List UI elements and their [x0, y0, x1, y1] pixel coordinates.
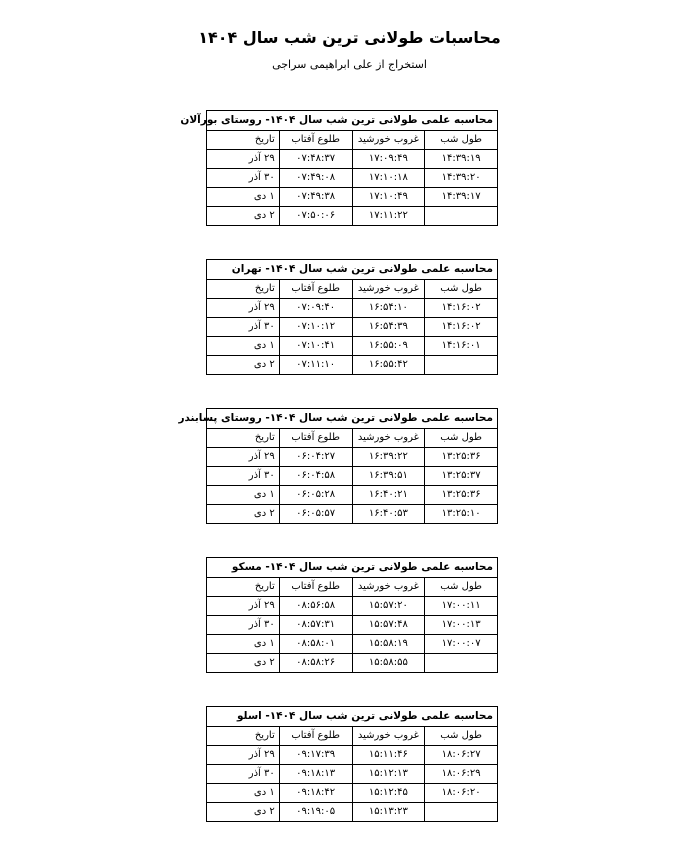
cell-night: [425, 207, 498, 226]
cell-date: ۱ دی: [207, 337, 280, 356]
header-row: [207, 131, 498, 150]
cell-date: ۲۹ آذر: [207, 299, 280, 318]
table-row: [207, 169, 498, 188]
cell-sunrise: ۰۷:۰۹:۴۰: [279, 299, 352, 318]
column-header-sunrise: طلوع آفتاب: [279, 429, 352, 448]
header-row: [207, 578, 498, 597]
cell-date: ۳۰ آذر: [207, 318, 280, 337]
cell-night: ۱۳:۲۵:۳۶: [425, 448, 498, 467]
table-row: [207, 467, 498, 486]
cell-night: ۱۳:۲۵:۳۷: [425, 467, 498, 486]
cell-sunset: ۱۵:۱۲:۱۳: [352, 765, 425, 784]
cell-sunset: ۱۶:۳۹:۵۱: [352, 467, 425, 486]
column-header-night: طول شب: [425, 727, 498, 746]
column-header-sunset: غروب خورشید: [352, 429, 425, 448]
column-header-date: تاریخ: [207, 280, 280, 299]
cell-sunrise: ۰۹:۱۹:۰۵: [279, 803, 352, 822]
cell-night: [425, 356, 498, 375]
cell-night: ۱۴:۱۶:۰۱: [425, 337, 498, 356]
column-header-night: طول شب: [425, 429, 498, 448]
cell-sunrise: ۰۷:۴۹:۰۸: [279, 169, 352, 188]
cell-date: ۲ دی: [207, 803, 280, 822]
cell-sunrise: ۰۷:۱۱:۱۰: [279, 356, 352, 375]
cell-night: ۱۴:۱۶:۰۲: [425, 299, 498, 318]
cell-date: ۳۰ آذر: [207, 467, 280, 486]
cell-sunset: ۱۵:۵۸:۵۵: [352, 654, 425, 673]
cell-date: ۲۹ آذر: [207, 150, 280, 169]
cell-sunrise: ۰۷:۱۰:۴۱: [279, 337, 352, 356]
cell-date: ۲۹ آذر: [207, 746, 280, 765]
table-2: [178, 408, 498, 524]
cell-sunrise: ۰۶:۰۴:۵۸: [279, 467, 352, 486]
table-row: [207, 337, 498, 356]
cell-night: ۱۳:۲۵:۳۶: [425, 486, 498, 505]
column-header-sunrise: طلوع آفتاب: [279, 131, 352, 150]
cell-sunrise: ۰۷:۴۹:۳۸: [279, 188, 352, 207]
column-header-sunrise: طلوع آفتاب: [279, 727, 352, 746]
cell-date: ۲۹ آذر: [207, 597, 280, 616]
header-row: [207, 280, 498, 299]
cell-date: ۲ دی: [207, 207, 280, 226]
table-title: محاسبه علمی طولانی ترین شب سال ۱۴۰۴- تهران: [207, 260, 498, 280]
cell-sunset: ۱۶:۵۴:۳۹: [352, 318, 425, 337]
table-title: محاسبه علمی طولانی ترین شب سال ۱۴۰۴- اسلو: [207, 707, 498, 727]
cell-night: ۱۷:۰۰:۰۷: [425, 635, 498, 654]
cell-night: ۱۴:۳۹:۲۰: [425, 169, 498, 188]
table-4: [206, 706, 498, 822]
table-row: [207, 318, 498, 337]
table-row: [207, 597, 498, 616]
table-row: [207, 765, 498, 784]
cell-sunrise: ۰۹:۱۷:۳۹: [279, 746, 352, 765]
table-row: [207, 486, 498, 505]
cell-sunset: ۱۷:۱۰:۱۸: [352, 169, 425, 188]
cell-sunrise: ۰۸:۵۸:۲۶: [279, 654, 352, 673]
cell-sunrise: ۰۹:۱۸:۱۳: [279, 765, 352, 784]
cell-date: ۱ دی: [207, 188, 280, 207]
cell-sunrise: ۰۶:۰۵:۵۷: [279, 505, 352, 524]
table-row: [207, 188, 498, 207]
cell-sunset: ۱۶:۵۵:۴۲: [352, 356, 425, 375]
column-header-sunset: غروب خورشید: [352, 131, 425, 150]
table-title: محاسبه علمی طولانی ترین شب سال ۱۴۰۴- روستای پسابندر: [207, 409, 498, 429]
cell-date: ۳۰ آذر: [207, 616, 280, 635]
cell-night: ۱۸:۰۶:۲۷: [425, 746, 498, 765]
table-row: [207, 207, 498, 226]
cell-sunrise: ۰۷:۱۰:۱۲: [279, 318, 352, 337]
column-header-sunset: غروب خورشید: [352, 280, 425, 299]
table-row: [207, 356, 498, 375]
cell-night: ۱۳:۲۵:۱۰: [425, 505, 498, 524]
cell-sunrise: ۰۸:۵۶:۵۸: [279, 597, 352, 616]
table-row: [207, 746, 498, 765]
table-1: [206, 259, 498, 375]
cell-date: ۲ دی: [207, 654, 280, 673]
column-header-date: تاریخ: [207, 131, 280, 150]
table-title: محاسبه علمی طولانی ترین شب سال ۱۴۰۴- روستای بورآلان: [207, 111, 498, 131]
cell-date: ۱ دی: [207, 486, 280, 505]
cell-sunrise: ۰۸:۵۷:۳۱: [279, 616, 352, 635]
cell-sunset: ۱۵:۵۸:۱۹: [352, 635, 425, 654]
cell-sunrise: ۰۶:۰۴:۲۷: [279, 448, 352, 467]
column-header-sunset: غروب خورشید: [352, 727, 425, 746]
table-row: [207, 448, 498, 467]
column-header-date: تاریخ: [207, 578, 280, 597]
cell-date: ۳۰ آذر: [207, 765, 280, 784]
cell-sunset: ۱۶:۴۰:۲۱: [352, 486, 425, 505]
page-subtitle: استخراج از علی ابراهیمی سراجی: [272, 58, 427, 71]
cell-sunrise: ۰۷:۵۰:۰۶: [279, 207, 352, 226]
cell-sunrise: ۰۸:۵۸:۰۱: [279, 635, 352, 654]
cell-night: ۱۷:۰۰:۱۳: [425, 616, 498, 635]
table-row: [207, 654, 498, 673]
table-row: [207, 299, 498, 318]
cell-date: ۳۰ آذر: [207, 169, 280, 188]
cell-sunset: ۱۷:۰۹:۴۹: [352, 150, 425, 169]
table-row: [207, 150, 498, 169]
cell-sunset: ۱۵:۱۱:۴۶: [352, 746, 425, 765]
cell-sunrise: ۰۷:۴۸:۳۷: [279, 150, 352, 169]
table-title: محاسبه علمی طولانی ترین شب سال ۱۴۰۴- مسکو: [207, 558, 498, 578]
column-header-night: طول شب: [425, 578, 498, 597]
cell-sunset: ۱۵:۱۲:۴۵: [352, 784, 425, 803]
cell-sunset: ۱۶:۵۵:۰۹: [352, 337, 425, 356]
cell-date: ۲ دی: [207, 505, 280, 524]
header-row: [207, 429, 498, 448]
page-title: محاسبات طولانی ترین شب سال ۱۴۰۴: [198, 28, 501, 47]
column-header-date: تاریخ: [207, 727, 280, 746]
cell-night: ۱۷:۰۰:۱۱: [425, 597, 498, 616]
cell-night: ۱۴:۳۹:۱۹: [425, 150, 498, 169]
cell-sunset: ۱۶:۳۹:۲۲: [352, 448, 425, 467]
table-row: [207, 505, 498, 524]
cell-night: ۱۴:۳۹:۱۷: [425, 188, 498, 207]
cell-sunset: ۱۵:۱۳:۲۳: [352, 803, 425, 822]
cell-night: [425, 803, 498, 822]
tables-container: [178, 110, 498, 855]
table-row: [207, 635, 498, 654]
cell-sunset: ۱۵:۵۷:۲۰: [352, 597, 425, 616]
cell-sunset: ۱۵:۵۷:۴۸: [352, 616, 425, 635]
cell-date: ۱ دی: [207, 784, 280, 803]
table-row: [207, 803, 498, 822]
column-header-night: طول شب: [425, 280, 498, 299]
column-header-sunset: غروب خورشید: [352, 578, 425, 597]
cell-sunset: ۱۷:۱۱:۲۲: [352, 207, 425, 226]
cell-sunset: ۱۶:۵۴:۱۰: [352, 299, 425, 318]
header-row: [207, 727, 498, 746]
cell-date: ۱ دی: [207, 635, 280, 654]
cell-sunset: ۱۶:۴۰:۵۳: [352, 505, 425, 524]
table-0: [180, 110, 498, 226]
column-header-sunrise: طلوع آفتاب: [279, 280, 352, 299]
table-row: [207, 784, 498, 803]
cell-night: ۱۴:۱۶:۰۲: [425, 318, 498, 337]
cell-sunset: ۱۷:۱۰:۴۹: [352, 188, 425, 207]
column-header-sunrise: طلوع آفتاب: [279, 578, 352, 597]
cell-night: [425, 654, 498, 673]
cell-sunrise: ۰۶:۰۵:۲۸: [279, 486, 352, 505]
cell-date: ۲ دی: [207, 356, 280, 375]
table-3: [206, 557, 498, 673]
table-row: [207, 616, 498, 635]
cell-night: ۱۸:۰۶:۲۹: [425, 765, 498, 784]
column-header-night: طول شب: [425, 131, 498, 150]
cell-sunrise: ۰۹:۱۸:۴۲: [279, 784, 352, 803]
column-header-date: تاریخ: [207, 429, 280, 448]
cell-night: ۱۸:۰۶:۲۰: [425, 784, 498, 803]
cell-date: ۲۹ آذر: [207, 448, 280, 467]
